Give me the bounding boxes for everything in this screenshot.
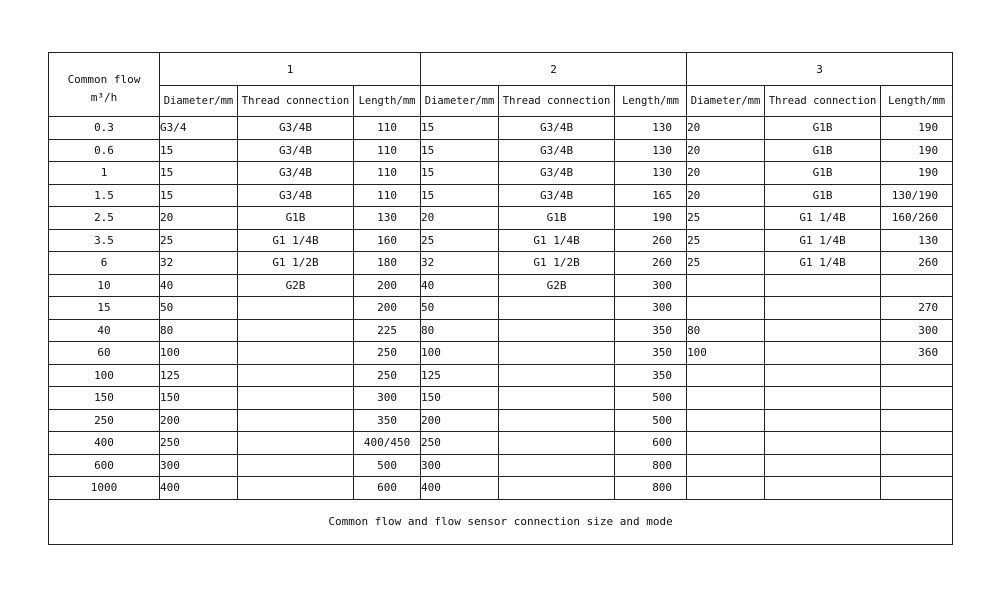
thread-connection-cell: [765, 454, 881, 477]
length-cell: 270: [881, 297, 953, 320]
diameter-cell: [687, 274, 765, 297]
thread-connection-cell: [765, 274, 881, 297]
length-cell: 500: [354, 454, 421, 477]
thread-connection-header: Thread connection: [765, 86, 881, 117]
flow-cell: 0.3: [49, 117, 160, 140]
table-row: [49, 297, 953, 320]
length-cell: 300: [354, 387, 421, 410]
diameter-cell: 125: [421, 364, 499, 387]
length-cell: 360: [881, 342, 953, 365]
thread-connection-cell: G1B: [765, 139, 881, 162]
diameter-cell: 400: [160, 477, 238, 500]
thread-connection-cell: G3/4B: [499, 117, 615, 140]
flow-cell: 400: [49, 432, 160, 455]
diameter-cell: 40: [160, 274, 238, 297]
group-header-1: 1: [160, 53, 421, 86]
length-cell: 350: [615, 319, 687, 342]
diameter-cell: 400: [421, 477, 499, 500]
diameter-header: Diameter/mm: [421, 86, 499, 117]
flow-cell: 1: [49, 162, 160, 185]
length-cell: [881, 409, 953, 432]
thread-connection-cell: G2B: [499, 274, 615, 297]
diameter-cell: 15: [421, 139, 499, 162]
thread-connection-cell: [765, 364, 881, 387]
group-header-3: 3: [687, 53, 953, 86]
diameter-cell: [687, 454, 765, 477]
thread-connection-cell: [765, 409, 881, 432]
length-cell: 250: [354, 342, 421, 365]
thread-connection-cell: [765, 432, 881, 455]
thread-connection-cell: [499, 454, 615, 477]
diameter-cell: 20: [687, 162, 765, 185]
table-row: [49, 387, 953, 410]
thread-connection-cell: G1 1/4B: [499, 229, 615, 252]
thread-connection-cell: [238, 409, 354, 432]
thread-connection-cell: [238, 387, 354, 410]
diameter-cell: [687, 387, 765, 410]
length-cell: 130: [615, 117, 687, 140]
diameter-cell: 300: [421, 454, 499, 477]
table-row: [49, 184, 953, 207]
length-cell: 130: [615, 162, 687, 185]
length-cell: 190: [881, 139, 953, 162]
thread-connection-header: Thread connection: [238, 86, 354, 117]
diameter-cell: 100: [687, 342, 765, 365]
length-cell: 350: [615, 364, 687, 387]
length-cell: [881, 454, 953, 477]
diameter-cell: 250: [160, 432, 238, 455]
thread-connection-cell: G2B: [238, 274, 354, 297]
thread-connection-cell: G1 1/4B: [238, 229, 354, 252]
length-cell: [881, 387, 953, 410]
diameter-cell: 80: [421, 319, 499, 342]
thread-connection-cell: [499, 387, 615, 410]
length-cell: 300: [881, 319, 953, 342]
flow-cell: 600: [49, 454, 160, 477]
flow-cell: 60: [49, 342, 160, 365]
length-cell: [881, 364, 953, 387]
diameter-cell: 15: [160, 162, 238, 185]
length-cell: 180: [354, 252, 421, 275]
table-row: [49, 432, 953, 455]
table-row: [49, 454, 953, 477]
length-cell: 800: [615, 454, 687, 477]
thread-connection-cell: [238, 342, 354, 365]
flow-unit-label: m³/h: [90, 90, 118, 104]
length-cell: 130/190: [881, 184, 953, 207]
length-cell: 260: [881, 252, 953, 275]
table-caption: Common flow and flow sensor connection size and mode: [49, 499, 953, 544]
length-cell: 500: [615, 409, 687, 432]
diameter-cell: [687, 432, 765, 455]
flow-cell: 2.5: [49, 207, 160, 230]
diameter-cell: 80: [687, 319, 765, 342]
flow-cell: 10: [49, 274, 160, 297]
diameter-cell: 15: [421, 184, 499, 207]
thread-connection-cell: [765, 319, 881, 342]
length-cell: 600: [615, 432, 687, 455]
diameter-cell: 15: [421, 117, 499, 140]
flow-cell: 0.6: [49, 139, 160, 162]
flow-cell: 15: [49, 297, 160, 320]
length-cell: 110: [354, 162, 421, 185]
table-row: [49, 139, 953, 162]
length-cell: 160/260: [881, 207, 953, 230]
thread-connection-cell: [499, 432, 615, 455]
thread-connection-cell: [765, 297, 881, 320]
length-cell: [881, 432, 953, 455]
length-cell: 110: [354, 117, 421, 140]
thread-connection-cell: [238, 432, 354, 455]
thread-connection-cell: [238, 319, 354, 342]
length-cell: 165: [615, 184, 687, 207]
common-flow-label: Common flow: [67, 72, 141, 86]
thread-connection-cell: G1 1/2B: [499, 252, 615, 275]
diameter-cell: 125: [160, 364, 238, 387]
diameter-cell: 50: [160, 297, 238, 320]
thread-connection-cell: G1B: [499, 207, 615, 230]
length-cell: 190: [881, 117, 953, 140]
thread-connection-cell: [765, 342, 881, 365]
diameter-cell: 20: [687, 184, 765, 207]
length-cell: 225: [354, 319, 421, 342]
length-cell: 190: [881, 162, 953, 185]
thread-connection-cell: [499, 409, 615, 432]
diameter-cell: 50: [421, 297, 499, 320]
thread-connection-cell: G1B: [765, 117, 881, 140]
length-cell: 110: [354, 139, 421, 162]
thread-connection-cell: [238, 364, 354, 387]
thread-connection-cell: [499, 319, 615, 342]
diameter-cell: 25: [160, 229, 238, 252]
table-body: [49, 117, 953, 500]
flow-cell: 1.5: [49, 184, 160, 207]
thread-connection-cell: [499, 342, 615, 365]
length-cell: 200: [354, 297, 421, 320]
length-cell: 130: [615, 139, 687, 162]
flow-cell: 100: [49, 364, 160, 387]
diameter-cell: G3/4: [160, 117, 238, 140]
thread-connection-header: Thread connection: [499, 86, 615, 117]
length-header: Length/mm: [881, 86, 953, 117]
diameter-cell: 15: [160, 139, 238, 162]
length-cell: 110: [354, 184, 421, 207]
length-cell: 600: [354, 477, 421, 500]
diameter-cell: 100: [421, 342, 499, 365]
thread-connection-cell: G1 1/4B: [765, 207, 881, 230]
length-cell: 500: [615, 387, 687, 410]
thread-connection-cell: G1B: [238, 207, 354, 230]
diameter-cell: 25: [687, 229, 765, 252]
flow-cell: 1000: [49, 477, 160, 500]
diameter-cell: 300: [160, 454, 238, 477]
thread-connection-cell: [238, 477, 354, 500]
diameter-cell: 20: [687, 139, 765, 162]
diameter-cell: 100: [160, 342, 238, 365]
diameter-cell: [687, 477, 765, 500]
length-header: Length/mm: [354, 86, 421, 117]
diameter-cell: 250: [421, 432, 499, 455]
table-row: [49, 252, 953, 275]
table-row: [49, 162, 953, 185]
diameter-header: Diameter/mm: [160, 86, 238, 117]
thread-connection-cell: [765, 387, 881, 410]
group-header-2: 2: [421, 53, 687, 86]
flow-cell: 3.5: [49, 229, 160, 252]
table-row: [49, 207, 953, 230]
diameter-header: Diameter/mm: [687, 86, 765, 117]
thread-connection-cell: G3/4B: [238, 184, 354, 207]
length-cell: 400/450: [354, 432, 421, 455]
length-cell: 130: [881, 229, 953, 252]
length-cell: [881, 274, 953, 297]
thread-connection-cell: G3/4B: [499, 184, 615, 207]
diameter-cell: 32: [160, 252, 238, 275]
thread-connection-cell: G1B: [765, 162, 881, 185]
length-cell: 130: [354, 207, 421, 230]
thread-connection-cell: G3/4B: [499, 162, 615, 185]
diameter-cell: 25: [687, 252, 765, 275]
thread-connection-cell: G1 1/4B: [765, 229, 881, 252]
length-cell: 190: [615, 207, 687, 230]
diameter-cell: 80: [160, 319, 238, 342]
diameter-cell: 150: [421, 387, 499, 410]
diameter-cell: 25: [687, 207, 765, 230]
diameter-cell: 20: [687, 117, 765, 140]
length-cell: [881, 477, 953, 500]
table-row: [49, 117, 953, 140]
length-cell: 160: [354, 229, 421, 252]
length-cell: 260: [615, 229, 687, 252]
thread-connection-cell: G3/4B: [238, 117, 354, 140]
diameter-cell: 200: [421, 409, 499, 432]
flow-cell: 40: [49, 319, 160, 342]
thread-connection-cell: [765, 477, 881, 500]
diameter-cell: 200: [160, 409, 238, 432]
length-cell: 200: [354, 274, 421, 297]
length-cell: 260: [615, 252, 687, 275]
diameter-cell: 25: [421, 229, 499, 252]
table-row: [49, 477, 953, 500]
diameter-cell: 32: [421, 252, 499, 275]
diameter-cell: 15: [160, 184, 238, 207]
diameter-cell: 20: [160, 207, 238, 230]
diameter-cell: 20: [421, 207, 499, 230]
length-cell: 350: [354, 409, 421, 432]
length-cell: 300: [615, 274, 687, 297]
diameter-cell: [687, 364, 765, 387]
table-row: [49, 364, 953, 387]
diameter-cell: [687, 409, 765, 432]
thread-connection-cell: G1 1/2B: [238, 252, 354, 275]
thread-connection-cell: G1B: [765, 184, 881, 207]
flow-cell: 6: [49, 252, 160, 275]
flow-cell: 150: [49, 387, 160, 410]
length-cell: 250: [354, 364, 421, 387]
thread-connection-cell: [499, 364, 615, 387]
diameter-cell: 150: [160, 387, 238, 410]
diameter-cell: [687, 297, 765, 320]
thread-connection-cell: [238, 297, 354, 320]
length-cell: 350: [615, 342, 687, 365]
flow-cell: 250: [49, 409, 160, 432]
table-row: [49, 229, 953, 252]
diameter-cell: 40: [421, 274, 499, 297]
diameter-cell: 15: [421, 162, 499, 185]
thread-connection-cell: [499, 297, 615, 320]
thread-connection-cell: G1 1/4B: [765, 252, 881, 275]
table-row: [49, 342, 953, 365]
table-row: [49, 319, 953, 342]
table-row: [49, 409, 953, 432]
thread-connection-cell: G3/4B: [238, 162, 354, 185]
length-cell: 300: [615, 297, 687, 320]
length-cell: 800: [615, 477, 687, 500]
thread-connection-cell: G3/4B: [238, 139, 354, 162]
thread-connection-cell: [499, 477, 615, 500]
thread-connection-cell: [238, 454, 354, 477]
spec-table-wrapper: [48, 52, 952, 545]
flow-sensor-spec-table: [48, 52, 953, 545]
length-header: Length/mm: [615, 86, 687, 117]
common-flow-header: [49, 53, 160, 117]
thread-connection-cell: G3/4B: [499, 139, 615, 162]
table-row: [49, 274, 953, 297]
